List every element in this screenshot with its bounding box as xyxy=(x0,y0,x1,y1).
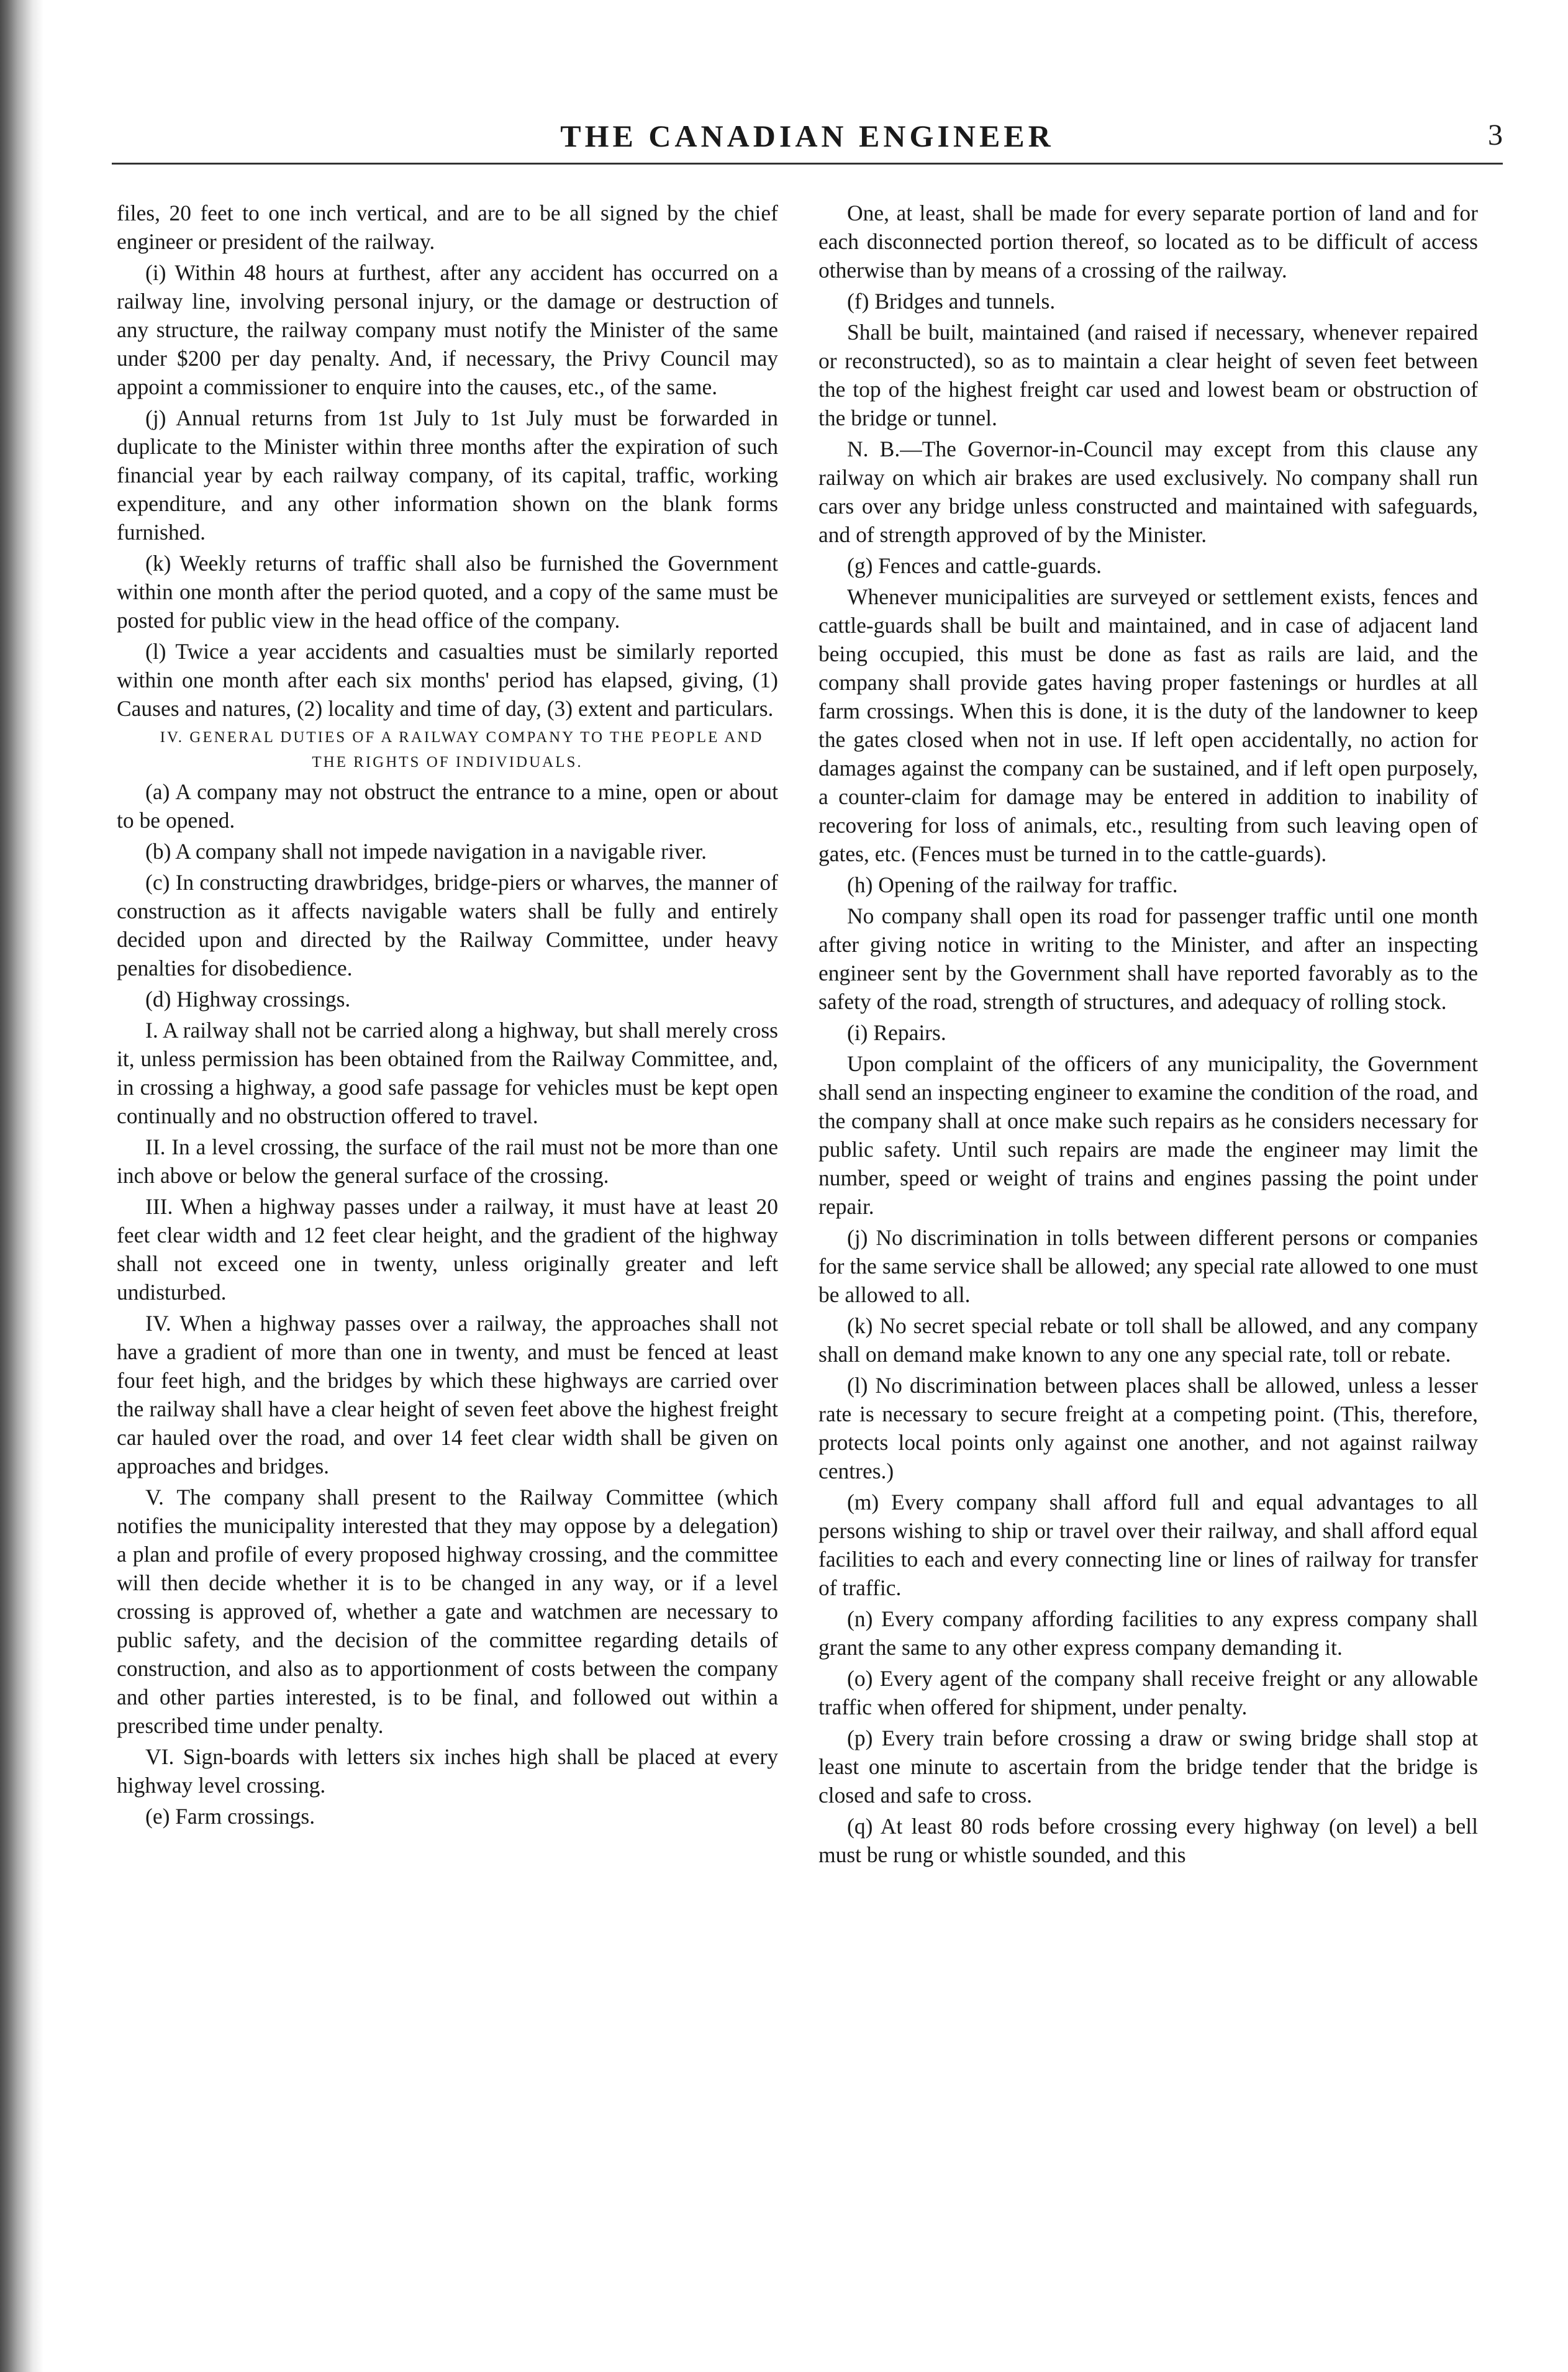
page-title: THE CANADIAN ENGINEER xyxy=(560,119,1054,153)
subheading: (d) Highway crossings. xyxy=(145,987,351,1012)
paragraph: files, 20 feet to one inch vertical, and are to be all signed by the chief engineer or president of the railway. xyxy=(117,201,778,254)
paragraph: No company shall open its road for passenger traffic until one month after giving notice in writing to the Minister, and after an inspecting engineer sent by the Government shall have reported favorably as to the safety of the road, strength of structures, and adequacy of rolling stock. xyxy=(818,903,1478,1014)
paragraph: (b) A company shall not impede navigation in a navigable river. xyxy=(145,839,707,864)
subheading: (h) Opening of the railway for traffic. xyxy=(847,872,1178,897)
paragraph: (j) Annual returns from 1st July to 1st July must be forwarded in duplicate to the Minister within three months after the expiration of such financial year by each railway company, of its capital, traffic, working expenditure, and any other information shown on the blank forms furnished. xyxy=(117,405,778,545)
paragraph: (q) At least 80 rods before crossing every highway (on level) a bell must be rung or whistle sounded, and this xyxy=(818,1814,1478,1867)
paragraph: (p) Every train before crossing a draw or swing bridge shall stop at least one minute to ascertain from the bridge tender that the bridge is closed and safe to cross. xyxy=(818,1726,1478,1808)
paragraph: IV. When a highway passes over a railway, the approaches shall not have a gradient of more than one in twenty, and must be fenced at least four feet high, and the bridges by which these highways are carried over the railway shall have a clear height of seven feet above the highest freight car hauled over the road, and over 14 feet clear width shall be given on approaches and bridges. xyxy=(117,1311,778,1478)
paragraph: Whenever municipalities are surveyed or settlement exists, fences and cattle-guards shall be built and maintained, and in case of adjacent land being occupied, this must be done as fast as rails are laid, and the company shall provide gates having proper fastenings or hurdles at all farm crossings. When this is done, it is the duty of the landowner to keep the gates closed when not in use. If left open accidentally, no action for damages against the company can be sustained, and if left open purposely, a counter-claim for damage may be entered in addition to inability of recovering for loss of animals, etc., resulting from such leaving open of gates, etc. (Fences must be turned in to the cattle-guards). xyxy=(818,584,1478,866)
page-number: 3 xyxy=(1488,119,1503,152)
paragraph: (i) Within 48 hours at furthest, after any accident has occurred on a railway line, involving personal injury, or the damage or destruction of any structure, the railway company must notify the Minister of the same under $200 per day penalty. And, if necessary, the Privy Council may appoint a commissioner to enquire into the causes, etc., of the same. xyxy=(117,260,778,399)
paragraph: (c) In constructing drawbridges, bridge-piers or wharves, the manner of construction as it affects navigable waters shall be fully and entirely decided upon and directed by the Railway Committee, under heavy penalties for disobedience. xyxy=(117,870,778,980)
page-header xyxy=(112,106,1503,174)
paragraph: I. A railway shall not be carried along a highway, but shall merely cross it, unless permission has been obtained from the Railway Committee, and, in crossing a highway, a good safe passage for vehicles must be kept open continually and no obstruction offered to travel. xyxy=(117,1018,778,1128)
paragraph: (l) No discrimination between places shall be allowed, unless a lesser rate is necessary to secure freight at a competing point. (This, therefore, protects local points only against one another, and not against railway centres.) xyxy=(818,1373,1478,1483)
paragraph: II. In a level crossing, the surface of the rail must not be more than one inch above or below the general surface of the crossing. xyxy=(117,1134,778,1188)
paragraph: (j) No discrimination in tolls between different persons or companies for the same service shall be allowed; any special rate allowed to one must be allowed to all. xyxy=(818,1225,1478,1307)
right-column xyxy=(818,199,1478,1872)
paragraph: III. When a highway passes under a railway, it must have at least 20 feet clear width and 12 feet clear height, and the gradient of the highway shall not exceed one in twenty, unless originally greater and left undisturbed. xyxy=(117,1194,778,1305)
subheading: (e) Farm crossings. xyxy=(145,1804,315,1829)
header-rule xyxy=(112,163,1503,165)
paragraph: V. The company shall present to the Railway Committee (which notifies the municipality interested that they may oppose by a delegation) a plan and profile of every proposed highway crossing, and the committee will then decide whether it is to be changed in any way, or if a level crossing is approved of, whether a gate and watchmen are necessary to public safety, and the decision of the committee regarding details of construction, and also as to apportionment of costs between the company and other parties interested, is to be final, and followed out within a prescribed time under penalty. xyxy=(117,1485,778,1738)
left-column xyxy=(117,199,778,1833)
paragraph: (l) Twice a year accidents and casualties must be similarly reported within one month after each six months' period has elapsed, giving, (1) Causes and natures, (2) locality and time of day, (3) extent and particulars. xyxy=(117,639,778,721)
paragraph: One, at least, shall be made for every separate portion of land and for each disconnected portion thereof, so located as to be difficult of access otherwise than by means of a crossing of the railway. xyxy=(818,201,1478,283)
paragraph: (k) No secret special rebate or toll shall be allowed, and any company shall on demand make known to any one any special rate, toll or rebate. xyxy=(818,1313,1478,1367)
paragraph: (o) Every agent of the company shall receive freight or any allowable traffic when offered for shipment, under penalty. xyxy=(818,1666,1478,1719)
subheading: (f) Bridges and tunnels. xyxy=(847,289,1056,314)
subheading: (g) Fences and cattle-guards. xyxy=(847,553,1102,578)
paragraph: (n) Every company affording facilities to any express company shall grant the same to any other express company demanding it. xyxy=(818,1606,1478,1660)
paragraph: (m) Every company shall afford full and equal advantages to all persons wishing to ship or travel over their railway, and shall afford equal facilities to each and every connecting line or lines of railway for transfer of traffic. xyxy=(818,1490,1478,1600)
subheading: (i) Repairs. xyxy=(847,1020,946,1045)
paragraph: (k) Weekly returns of traffic shall also be furnished the Government within one month after the period quoted, and a copy of the same must be posted for public view in the head office of the company. xyxy=(117,551,778,633)
binding-edge xyxy=(0,0,43,2372)
paragraph: N. B.—The Governor-in-Council may except from this clause any railway on which air brakes are used exclusively. No company shall run cars over any bridge unless constructed and maintained with safeguards, and of strength approved of by the Minister. xyxy=(818,437,1478,547)
section-heading: IV. GENERAL DUTIES OF A RAILWAY COMPANY TO THE PEOPLE AND THE RIGHTS OF INDIVIDUALS. xyxy=(160,729,764,771)
paragraph: (a) A company may not obstruct the entrance to a mine, open or about to be opened. xyxy=(117,779,778,833)
paragraph: Upon complaint of the officers of any municipality, the Government shall send an inspecting engineer to examine the condition of the road, and the company shall at once make such repairs as he considers necessary for public safety. Until such repairs are made the engineer may limit the number, speed or weight of trains and engines passing the point under repair. xyxy=(818,1051,1478,1219)
paragraph: Shall be built, maintained (and raised if necessary, whenever repaired or reconstructed), so as to maintain a clear height of seven feet between the top of the highest freight car used and lowest beam or obstruction of the bridge or tunnel. xyxy=(818,320,1478,430)
paragraph: VI. Sign-boards with letters six inches high shall be placed at every highway level crossing. xyxy=(117,1744,778,1798)
